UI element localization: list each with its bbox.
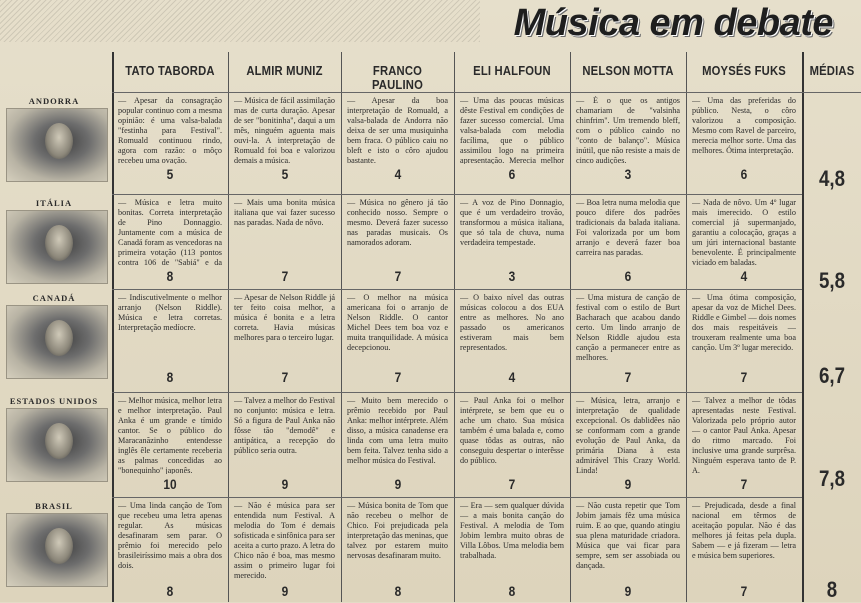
- critic-comment: — Uma ótima composição, apesar da voz de Michel Dees. Riddle e Gimbel — dois nomes dos mais respeitáveis — trouxeram realmente uma boa canção. Um 3º lugar merecido.: [692, 293, 796, 352]
- column-divider: [686, 52, 687, 602]
- column-header: ALMIR MUNIZ: [246, 64, 323, 78]
- critic-score: 6: [624, 268, 632, 284]
- critic-comment: — Música e letra muito bonitas. Correta interpretação de Pino Donnaggio. Juntamente com a música de Canadá foram as vencedoras na primeira votação (113 pontos contra 106 de "Sabiá" e da: [118, 198, 222, 266]
- country-label: ANDORRA: [28, 96, 80, 106]
- page-title: Música em debate: [513, 2, 833, 44]
- column-divider: [228, 52, 229, 602]
- critic-comment: — Apesar da consagração popular continuo com a mesma opinião: é uma valsa-balada "festinha para Festival". Romuald continuou rindo, agora com razão: o môço recebeu uma ovação.: [118, 96, 222, 164]
- critic-comment: — A voz de Pino Donnagio, que é um verdadeiro trovão, transformou a música italiana, que só tala de chuva, numa verdadeira tempestade.: [460, 198, 564, 247]
- singer-photo: [6, 513, 108, 587]
- critic-score: 9: [624, 476, 632, 492]
- country-label: BRASIL: [35, 501, 73, 511]
- critic-score: 5: [281, 166, 288, 182]
- critic-score: 4: [740, 268, 748, 284]
- critic-score: 7: [394, 268, 401, 284]
- column-divider: [454, 52, 455, 602]
- row-divider: [112, 497, 802, 498]
- critic-comment: — Talvez a melhor de tôdas apresentadas neste Festival. Valorizada pelo próprio autor — o cantor Paul Anka. Apesar do ritmo marcado. Foi inclusive uma grande surprêsa. Ninguém esperava tanto de P. A.: [692, 396, 796, 474]
- singer-face: [45, 528, 73, 564]
- critic-score: 4: [394, 166, 401, 182]
- critic-score: 10: [163, 476, 177, 492]
- critic-comment: — Era — sem qualquer dúvida — a mais bonita canção do Festival. A melodia de Tom Jobim lembra muito obras de Villa Lôbos. Uma melodia bem trabalhada.: [460, 501, 564, 560]
- critics-grid: [0, 52, 861, 602]
- critic-comment: — Música no gênero já tão conhecido nosso. Sempre o mesmo. Deverá fazer sucesso nas paradas musicais. Os namorados adoram.: [347, 198, 448, 247]
- critic-comment: — Música bonita de Tom que não recebeu o melhor de Chico. Foi prejudicada pela interpretação das meninas, que talvez por estarem muito nervosas desafinaram muito.: [347, 501, 448, 560]
- critic-score: 7: [508, 476, 516, 492]
- header-divider: [112, 92, 861, 93]
- critic-comment: — Nada de nôvo. Um 4º lugar mais imerecido. O estilo comercial já supermanjado, garantiu a colocação, graças a um júri internacional bastante benevolente. É principalmente viciado em baladas.: [692, 198, 796, 266]
- critic-score: 8: [508, 583, 516, 599]
- critic-comment: — Uma mistura de canção de festival com o estilo de Burt Bacharach que acabou dando certo. Um lindo arranjo de Nelson Riddle ajudou esta canção a permanecer entre as melhores.: [576, 293, 680, 362]
- country-label: ITÁLIA: [35, 198, 73, 208]
- critic-score: 6: [508, 166, 516, 182]
- singer-photo: [6, 408, 108, 482]
- country-label: CANADÁ: [32, 293, 76, 303]
- average-score: 7,8: [818, 466, 846, 491]
- singer-photo: [6, 305, 108, 379]
- critic-comment: — Prejudicada, desde a final nacional em têrmos de aceitação popular. Não é das melhores já feitas pela dupla. Sabem — e já fizeram — letra e música bem superiores.: [692, 501, 796, 560]
- singer-face: [45, 225, 73, 261]
- column-divider: [570, 52, 571, 602]
- critic-score: 9: [281, 583, 288, 599]
- critic-score: 7: [740, 476, 748, 492]
- row-divider: [112, 392, 802, 393]
- critic-comment: — O melhor na música americana foi o arranjo de Nelson Riddle. O cantor Michel Dees tem boa voz e muita tranquilidade. A música decepcionou.: [347, 293, 448, 352]
- average-score: 5,8: [818, 268, 846, 293]
- critic-comment: — Boa letra numa melodia que pouco difere dos padrões tradicionais da balada italiana. Foi valorizada por um bom arranjo e deverá fazer boa carreira nas paradas.: [576, 198, 680, 257]
- critic-comment: — Paul Anka foi o melhor intérprete, se bem que eu o ache um chato. Sua música também é uma balada e, como quase tôdas as outras, não conseguiu despertar o interêsse do público.: [460, 396, 564, 465]
- critic-comment: — Não é música para ser entendida num Festival. A melodia do Tom é demais sofisticada e sinfônica para ser aceita a curto prazo. A letra do Chico não é boa, mas mesmo assim o primeiro lugar foi merecido.: [234, 501, 335, 580]
- critic-comment: — Apesar de Nelson Riddle já ter feito coisa melhor, a música é bonita e a letra correta. Havia músicas melhores para o terceiro lugar.: [234, 293, 335, 342]
- critic-score: 7: [624, 369, 632, 385]
- column-divider: [802, 52, 804, 602]
- header-hatching: [0, 0, 480, 42]
- medias-header: MÉDIAS: [809, 64, 855, 78]
- critic-score: 7: [740, 369, 748, 385]
- average-score: 6,7: [818, 363, 846, 388]
- critic-score: 8: [394, 583, 401, 599]
- average-score: 4,8: [818, 166, 846, 191]
- singer-photo: [6, 210, 108, 284]
- critic-score: 7: [394, 369, 401, 385]
- column-header: NELSON MOTTA: [582, 64, 674, 78]
- critic-comment: — Indiscutivelmente o melhor arranjo (Nelson Riddle). Música e letra corretas. Interpretação medíocre.: [118, 293, 222, 332]
- critic-score: 8: [166, 583, 174, 599]
- critic-score: 9: [624, 583, 632, 599]
- critic-score: 7: [740, 583, 748, 599]
- singer-face: [45, 423, 73, 459]
- row-divider: [112, 289, 802, 290]
- country-label: ESTADOS UNIDOS: [9, 396, 99, 406]
- critic-score: 9: [394, 476, 401, 492]
- critic-score: 5: [166, 166, 174, 182]
- singer-face: [45, 320, 73, 356]
- critic-comment: — Apesar da boa interpretação de Romuald, a valsa-balada de Andorra não deixa de ser uma musiquinha bem fraca. O público caiu no bleft e isto o côro ajudou bastante.: [347, 96, 448, 164]
- column-header: FRANCO PAULINO: [371, 64, 424, 92]
- critic-score: 4: [508, 369, 516, 385]
- critic-comment: — Uma linda canção de Tom que recebeu uma letra apenas regular. As músicas desafinaram sem parar. O prêmio foi merecido pelo brasileiríssimo mais a obra dos dois.: [118, 501, 222, 570]
- critic-comment: — Melhor música, melhor letra e melhor interpretação. Paul Anka é um grande e tímido cantor. Se o público do Maracanãzinho entendesse inglês êle certamente receberia as palmas concedidas ao "bonequinho" japonês.: [118, 396, 222, 474]
- critic-comment: — É o que os antigos chamariam de "valsinha chinfrim". Um tremendo bleff, com o público caindo no "conto de balanço". Música inútil, que não resiste a mais de cinco audições.: [576, 96, 680, 164]
- critic-score: 8: [166, 268, 174, 284]
- column-divider: [112, 52, 114, 602]
- row-divider: [112, 194, 802, 195]
- critic-comment: — Mais uma bonita música italiana que vai fazer sucesso nas paradas. Nada de nôvo.: [234, 198, 335, 227]
- average-score: 8: [826, 577, 838, 602]
- column-divider: [341, 52, 342, 602]
- column-header: MOYSÉS FUKS: [702, 64, 786, 78]
- critic-comment: — Não custa repetir que Tom Jobim jamais fêz uma música ruim. E ao que, quando atingiu sua plena maturidade criadora. Música que vai ficar para sempre, sem ser assobiada ou dançada.: [576, 501, 680, 570]
- critic-comment: — Talvez a melhor do Festival no conjunto: música e letra. Só a figura de Paul Anka não fôsse tão "demodê" e antipática, a recepção do público seria outra.: [234, 396, 335, 455]
- critic-score: 8: [166, 369, 174, 385]
- critic-comment: — Música, letra, arranjo e interpretação de qualidade excepcional. Os dablidêes não se conformam com a grande evolução de Paul Anka, da primária Diana à esta admirável This Crazy World. Linda!: [576, 396, 680, 474]
- critic-comment: — Uma das poucas músicas dêste Festival em condições de fazer sucesso comercial. Uma valsa-balada com melodia facílima, que o público assimilou logo na primeira apresentação. Merecia melhor: [460, 96, 564, 164]
- critic-score: 7: [281, 369, 288, 385]
- critic-score: 3: [508, 268, 516, 284]
- critic-score: 7: [281, 268, 288, 284]
- singer-photo: [6, 108, 108, 182]
- column-header: ELI HALFOUN: [473, 64, 551, 78]
- critic-comment: — Uma das preferidas do público. Nesta, o côro valorizou a composição. Mesmo com Ravel de parceiro, merecia melhor sorte. Uma das melhores. Ótima interpretação.: [692, 96, 796, 155]
- critic-score: 6: [740, 166, 748, 182]
- critic-comment: — O baixo nível das outras músicas colocou a dos EUA entre as melhores. No ano passado os americanos estiveram mais bem representados.: [460, 293, 564, 352]
- critic-comment: — Música de fácil assimilação mas de curta duração. Apesar de ser "bonitinha", daqui a um mês, ninguém aguenta mais ouvi-la. A interpretação de Romuald foi boa e valorizou demais a música.: [234, 96, 335, 164]
- critic-score: 9: [281, 476, 288, 492]
- critic-score: 3: [624, 166, 632, 182]
- singer-face: [45, 123, 73, 159]
- critic-comment: — Muito bem merecido o prêmio recebido por Paul Anka: melhor intérprete. Além disso, a música canadense era linda com uma letra muito bem feita. Talvez tenha sido a melhor música do Festival.: [347, 396, 448, 465]
- column-header: TATO TABORDA: [125, 64, 215, 78]
